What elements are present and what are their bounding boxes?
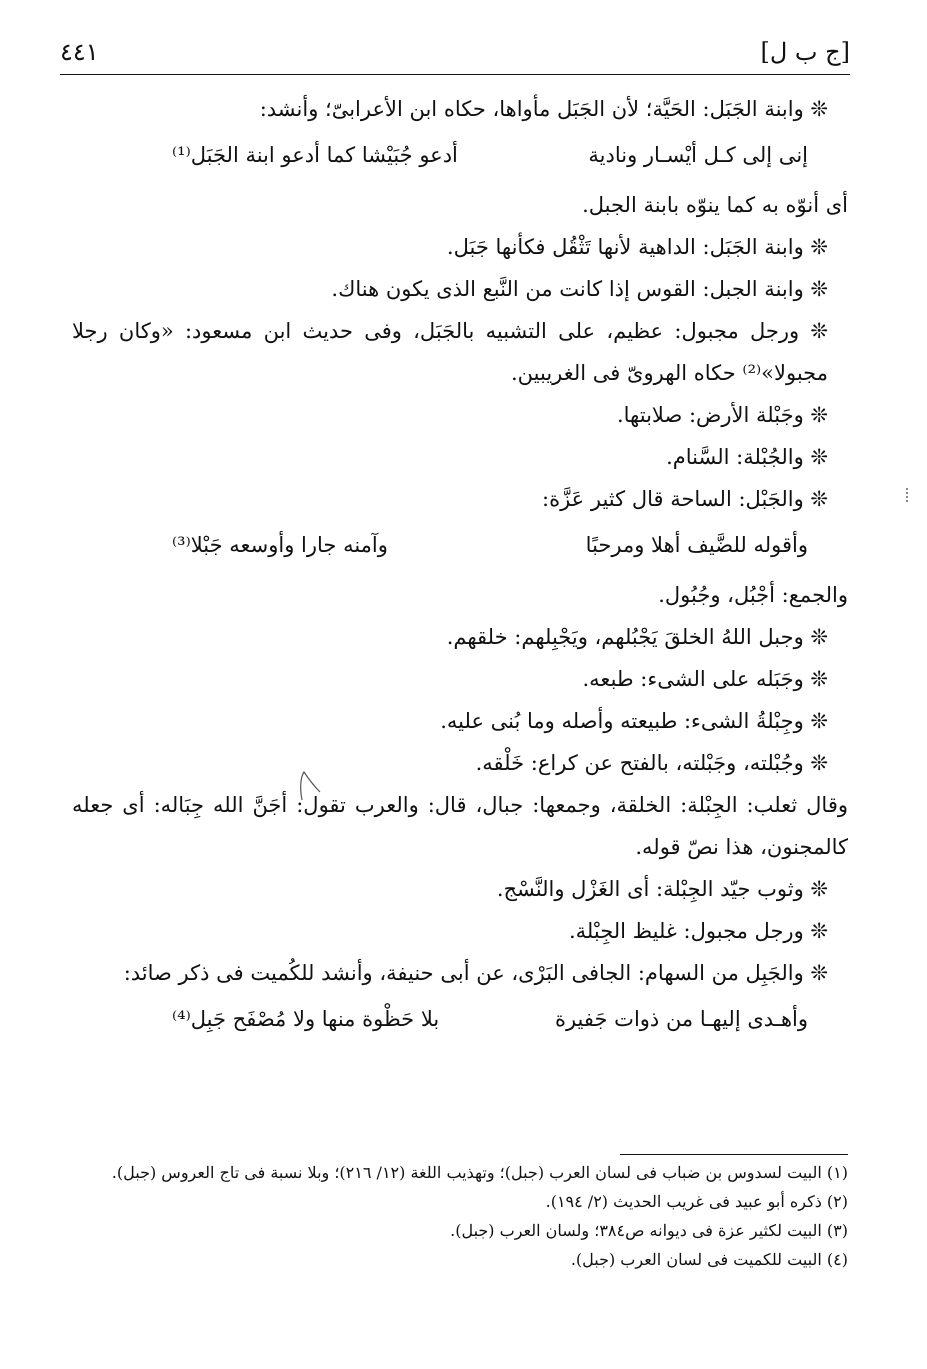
main-text [72,88,848,1048]
entry-paragraph: ❊ وجِبْلةُ الشىء: طبيعته وأصله وما بُنى عليه. [440,709,828,733]
entry-paragraph: ❊ وابنة الجَبَل: الحَيَّة؛ لأن الجَبَل مأواها، حكاه ابن الأعرابىّ؛ وأنشد: [259,97,828,121]
entry-paragraph: ❊ وجبل اللهُ الخلقَ يَجْبُلهم، ويَجْبِلهم: خلقهم. [446,625,828,649]
verse-second-hemistich: وآمنه جارا وأوسعه جَبْلا⁽³⁾ [172,533,388,557]
entry-paragraph: ❊ ورجل مجبول: غليظ الجِبْلة. [568,919,828,943]
verse-line [72,998,848,1040]
page-number: ٤٤١ [60,38,99,66]
entry-paragraph: ❊ والجَبِل من السهام: الجافى البَرْى، عن أبى حنيفة، وأنشد للكُميت فى ذكر صائد: [123,961,828,985]
footnote: (٢) ذكره أبو عبيد فى غريب الحديث (٢/ ١٩٤). [545,1192,848,1211]
footnote-rule [620,1154,848,1155]
entry-paragraph: والجمع: أجْبُل، وجُبُول. [658,583,848,607]
verse-line [72,524,848,566]
entry-paragraph: ❊ وجُبْلته، وجَبْلته، بالفتح عن كراع: خَلْقه. [475,751,828,775]
entry-paragraph: ❊ وثوب جيّد الجِبْلة: أى الغَزْل والنَّسْج. [496,877,828,901]
running-head: [ج ب ل] [760,38,850,66]
margin-mark [906,488,910,502]
entry-paragraph: أى أنوّه به كما ينوّه بابنة الجبل. [582,193,848,217]
verse-first-hemistich: وأقوله للضَّيف أهلا ومرحبًا [585,533,808,557]
footnotes [78,1158,848,1274]
entry-paragraph: ❊ وجَبَله على الشىء: طبعه. [582,667,828,691]
entry-paragraph: ❊ ورجل مجبول: عظيم، على التشبيه بالجَبَل، وفى حديث ابن مسعود: «وكان رجلا مجبولا»⁽²⁾ حكاه الهروىّ فى الغريبين. [72,319,828,385]
footnote: (١) البيت لسدوس بن ضباب فى لسان العرب (جبل)؛ وتهذيب اللغة (١٢/ ٢١٦)؛ وبلا نسبة فى تاج العروس (جبل). [111,1163,848,1182]
entry-paragraph: ❊ والجُبْلة: السَّنام. [666,445,828,469]
page-header [60,36,850,76]
verse-first-hemistich: إنى إلى كـل أيْسـار ونادية [588,143,808,167]
footnote: (٣) البيت لكثير عزة فى ديوانه ص٣٨٤؛ ولسان العرب (جبل). [450,1221,848,1240]
entry-paragraph: وقال ثعلب: الجِبْلة: الخلقة، وجمعها: جبال، قال: والعرب تقول: أجَنَّ الله جِبَاله: أى جعله كالمجنون، هذا نصّ قوله. [72,793,848,859]
entry-paragraph: ❊ وابنة الجَبَل: الداهية لأنها تَثْقُل فكأنها جَبَل. [446,235,828,259]
header-rule [60,74,850,75]
verse-line [72,134,848,176]
verse-first-hemistich: وأهـدى إليهـا من ذوات جَفيرة [554,1007,808,1031]
entry-paragraph: ❊ وجَبْلة الأرض: صلابتها. [616,403,828,427]
entry-paragraph: ❊ والجَبْل: الساحة قال كثير عَزَّة: [542,487,828,511]
verse-second-hemistich: أدعو جُبَيْشا كما أدعو ابنة الجَبَل⁽¹⁾ [172,143,458,167]
verse-second-hemistich: بلا حَظْوة منها ولا مُصْفَح جَبِل⁽⁴⁾ [172,1007,440,1031]
footnote: (٤) البيت للكميت فى لسان العرب (جبل). [570,1250,848,1269]
entry-paragraph: ❊ وابنة الجبل: القوس إذا كانت من النَّبع الذى يكون هناك. [331,277,828,301]
